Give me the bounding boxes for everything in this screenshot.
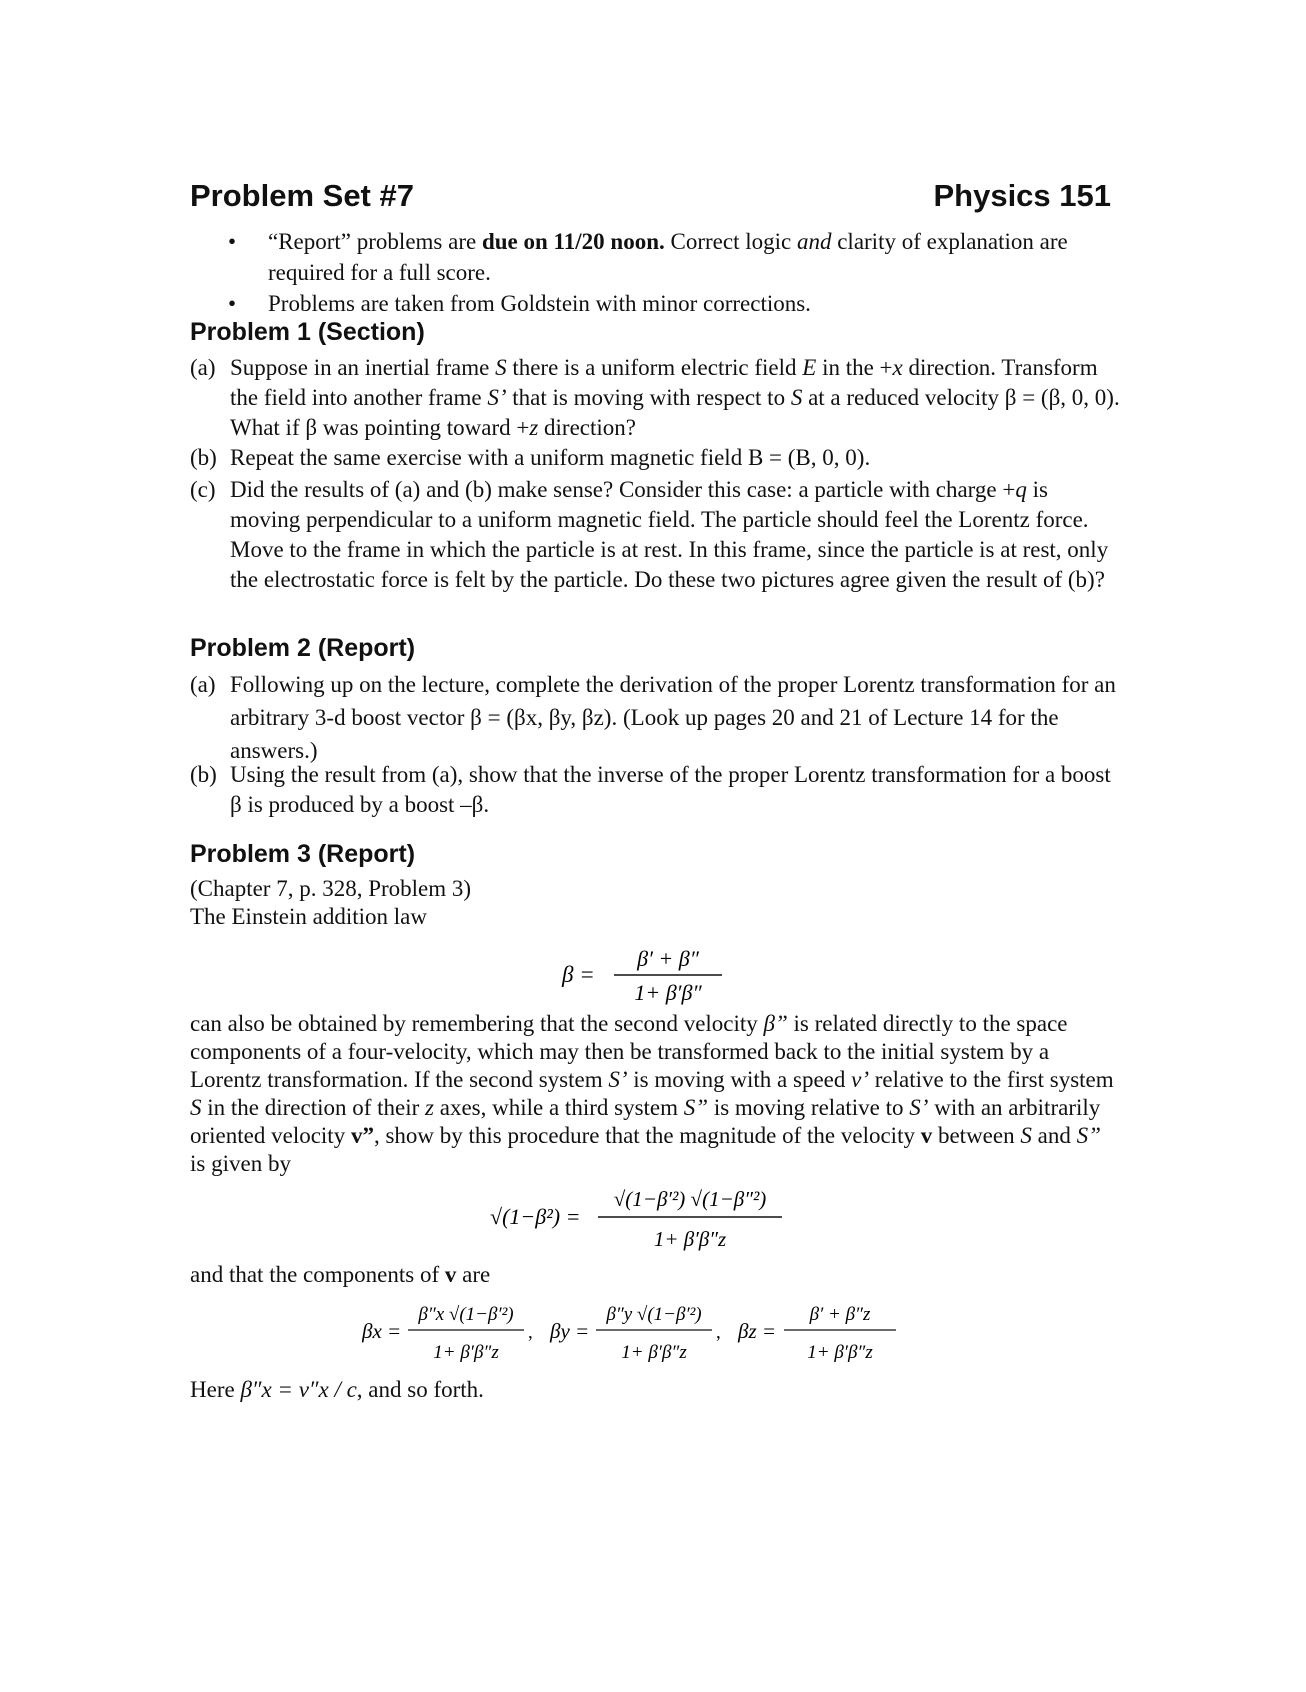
instruction-item <box>228 288 1108 319</box>
svg-text:βz =: βz = <box>738 1319 777 1343</box>
svg-text:,: , <box>528 1322 533 1343</box>
beta-y-equation <box>549 1304 721 1363</box>
problem-1c <box>190 475 1120 595</box>
svg-text:1+ β′β″z: 1+ β′β″z <box>807 1342 873 1363</box>
part-label: (b) <box>190 762 217 787</box>
notation-equation: β″x = v″x / c <box>240 1377 357 1402</box>
eq-lhs: √(1−β²) = <box>490 1204 581 1229</box>
document-title: Problem Set #7 <box>190 178 414 213</box>
einstein-addition-equation <box>560 938 730 1008</box>
svg-text:β′ + β″z: β′ + β″z <box>809 1304 871 1325</box>
instructions-list <box>228 226 1108 319</box>
instruction-emphasis: and <box>796 229 832 254</box>
problem-3-intro: The Einstein addition law <box>190 904 427 929</box>
instruction-text: Problems are taken from Goldstein with minor corrections. <box>268 291 811 316</box>
beta-x-equation <box>362 1304 533 1363</box>
eq-denominator: 1+ β′β″z <box>653 1227 727 1251</box>
svg-text:βx =: βx = <box>362 1319 402 1343</box>
eq-lhs: β = <box>562 962 595 987</box>
part-label: (a) <box>190 672 216 697</box>
eq-denominator: 1+ β′β″ <box>634 980 702 1005</box>
problem-3-paragraph: can also be obtained by remembering that the second velocity β” is related directly to the space components of a four-velocity, which may then be transformed back to the initial system by a Lorentz transformation. If the second system S’ is moving with a speed v’ relative to the first system S in the direction of their z axes, while a third system S” is moving relative to S’ with an arbitrarily oriented velocity v”, show by this procedure that the magnitude of the velocity v between S and S” is given by <box>190 1011 1114 1176</box>
problem-1-heading: Problem 1 (Section) <box>190 318 425 346</box>
part-text: Using the result from (a), show that the inverse of the proper Lorentz transformation for a boost β is produced by a boost –β. <box>230 762 1111 817</box>
beta-z-equation <box>737 1304 896 1363</box>
velocity-components-equations <box>362 1292 902 1372</box>
bullet-icon: • <box>228 291 237 316</box>
problem-2a <box>190 668 1120 767</box>
velocity-magnitude-equation <box>488 1178 788 1258</box>
svg-text:βy =: βy = <box>550 1319 590 1343</box>
part-text: Repeat the same exercise with a uniform magnetic field B = (B, 0, 0). <box>230 445 871 470</box>
problem-1b <box>190 443 1120 473</box>
svg-text:1+ β′β″z: 1+ β′β″z <box>621 1342 687 1363</box>
components-intro: and that the components of v are <box>190 1262 491 1287</box>
instruction-text: Correct logic <box>664 229 797 254</box>
part-text: Did the results of (a) and (b) make sense? Consider this case: a particle with charge +q is moving perpendicular to a uniform magnetic field. The particle should feel the Lorentz force. Move to the frame in which the particle is at rest. In this frame, since the particle is at rest, only the electrostatic force is felt by the particle. Do these two pictures agree given the result of (b)? <box>230 477 1109 592</box>
problem-3-reference: (Chapter 7, p. 328, Problem 3) <box>190 876 472 901</box>
instruction-item <box>228 226 1108 288</box>
due-date: due on 11/20 noon. <box>481 229 665 254</box>
part-text: Following up on the lecture, complete the derivation of the proper Lorentz transformation for an arbitrary 3-d boost vector β = (βx, βy, βz). (Look up pages 20 and 21 of Lecture 14 for the answers.) <box>230 672 1116 763</box>
course-name: Physics 151 <box>933 178 1111 213</box>
svg-text:1+ β′β″z: 1+ β′β″z <box>433 1342 499 1363</box>
notation-note: Here β″x = v″x / c, and so forth. <box>190 1377 484 1402</box>
part-text: Suppose in an inertial frame S there is a uniform electric field E in the +x direction. Transform the field into another frame S’ that is moving with respect to S at a reduced velocity β = (β, 0, 0). What if β was pointing toward +z direction? <box>230 355 1120 440</box>
beta-vector-equation: β = (βx, βy, βz) <box>470 705 612 730</box>
instruction-text: “Report” problems are <box>268 229 482 254</box>
instruction-text: clarity of explanation are required for a full score. <box>268 229 1068 285</box>
eq-numerator: β′ + β″ <box>637 946 699 971</box>
bullet-icon: • <box>228 229 237 254</box>
part-label: (a) <box>190 355 216 380</box>
eq-numerator: √(1−β′²) √(1−β″²) <box>613 1187 767 1211</box>
problem-2b <box>190 760 1120 820</box>
part-label: (c) <box>190 477 216 502</box>
svg-text:,: , <box>716 1322 721 1343</box>
problem-3-heading: Problem 3 (Report) <box>190 840 416 868</box>
svg-text:β″x √(1−β′²): β″x √(1−β′²) <box>418 1304 514 1325</box>
svg-text:β″y √(1−β′²): β″y √(1−β′²) <box>606 1304 702 1325</box>
beta-vector-equation: β = (β, 0, 0) <box>1004 385 1114 410</box>
problem-1a <box>190 353 1120 443</box>
problem-2-heading: Problem 2 (Report) <box>190 634 416 662</box>
b-field-equation: B = (B, 0, 0) <box>747 445 865 470</box>
part-label: (b) <box>190 445 217 470</box>
